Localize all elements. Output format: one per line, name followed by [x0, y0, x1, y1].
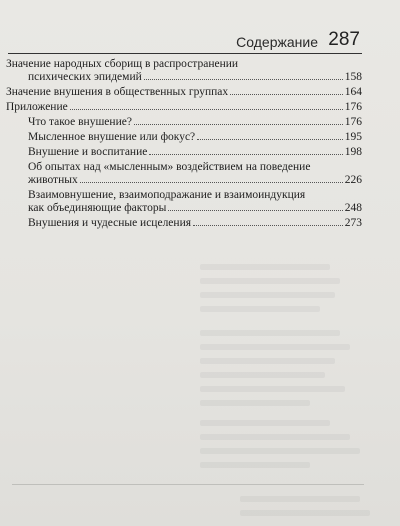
toc-entry — [6, 189, 362, 215]
toc-entry-page: 198 — [344, 146, 362, 158]
toc-entry-title: Значение народных сборищ в распространении — [6, 58, 239, 70]
toc-entry — [6, 217, 362, 230]
table-of-contents — [6, 58, 362, 232]
running-title: Содержание — [236, 34, 318, 50]
toc-entry-title: Что такое внушение? — [28, 116, 132, 128]
toc-entry — [6, 86, 362, 99]
toc-entry — [6, 58, 362, 84]
toc-entry — [6, 116, 362, 129]
toc-entry-title: Внушения и чудесные исцеления — [28, 217, 192, 229]
toc-entry — [6, 146, 362, 159]
toc-entry-page: 195 — [344, 131, 362, 143]
toc-entry-page: 273 — [344, 217, 362, 229]
toc-entry — [6, 161, 362, 187]
dot-leader — [168, 210, 342, 211]
toc-entry — [6, 101, 362, 114]
dot-leader — [144, 79, 343, 80]
toc-entry-page: 158 — [344, 71, 362, 83]
toc-entry-title: Внушение и воспитание — [28, 146, 148, 158]
header-rule — [8, 53, 362, 54]
page-number: 287 — [328, 29, 360, 50]
toc-entry-title: Об опытах над «мысленным» воздействием на поведение — [28, 161, 311, 173]
toc-entry-title: Мысленное внушение или фокус? — [28, 131, 196, 143]
toc-entry-page: 248 — [344, 202, 362, 214]
dot-leader — [134, 124, 343, 125]
toc-entry-title: Приложение — [6, 101, 68, 113]
toc-entry-page: 176 — [344, 101, 362, 113]
dot-leader — [230, 94, 343, 95]
toc-entry-page: 176 — [344, 116, 362, 128]
toc-entry-title: Взаимовнушение, взаимоподражание и взаимоиндукция — [28, 189, 306, 201]
dot-leader — [197, 139, 343, 140]
footer-rule — [12, 484, 364, 485]
toc-entry-title-continued: психических эпидемий — [28, 71, 142, 83]
toc-entry-page: 226 — [344, 174, 362, 186]
toc-entry-title-continued: животных — [28, 174, 78, 186]
toc-entry-title-continued: как объединяющие факторы — [28, 202, 167, 214]
toc-entry — [6, 131, 362, 144]
toc-entry-page: 164 — [344, 86, 362, 98]
dot-leader — [70, 109, 343, 110]
toc-entry-title: Значение внушения в общественных группах — [6, 86, 229, 98]
running-header — [0, 30, 362, 54]
dot-leader — [193, 225, 343, 226]
dot-leader — [149, 154, 342, 155]
dot-leader — [80, 182, 343, 183]
